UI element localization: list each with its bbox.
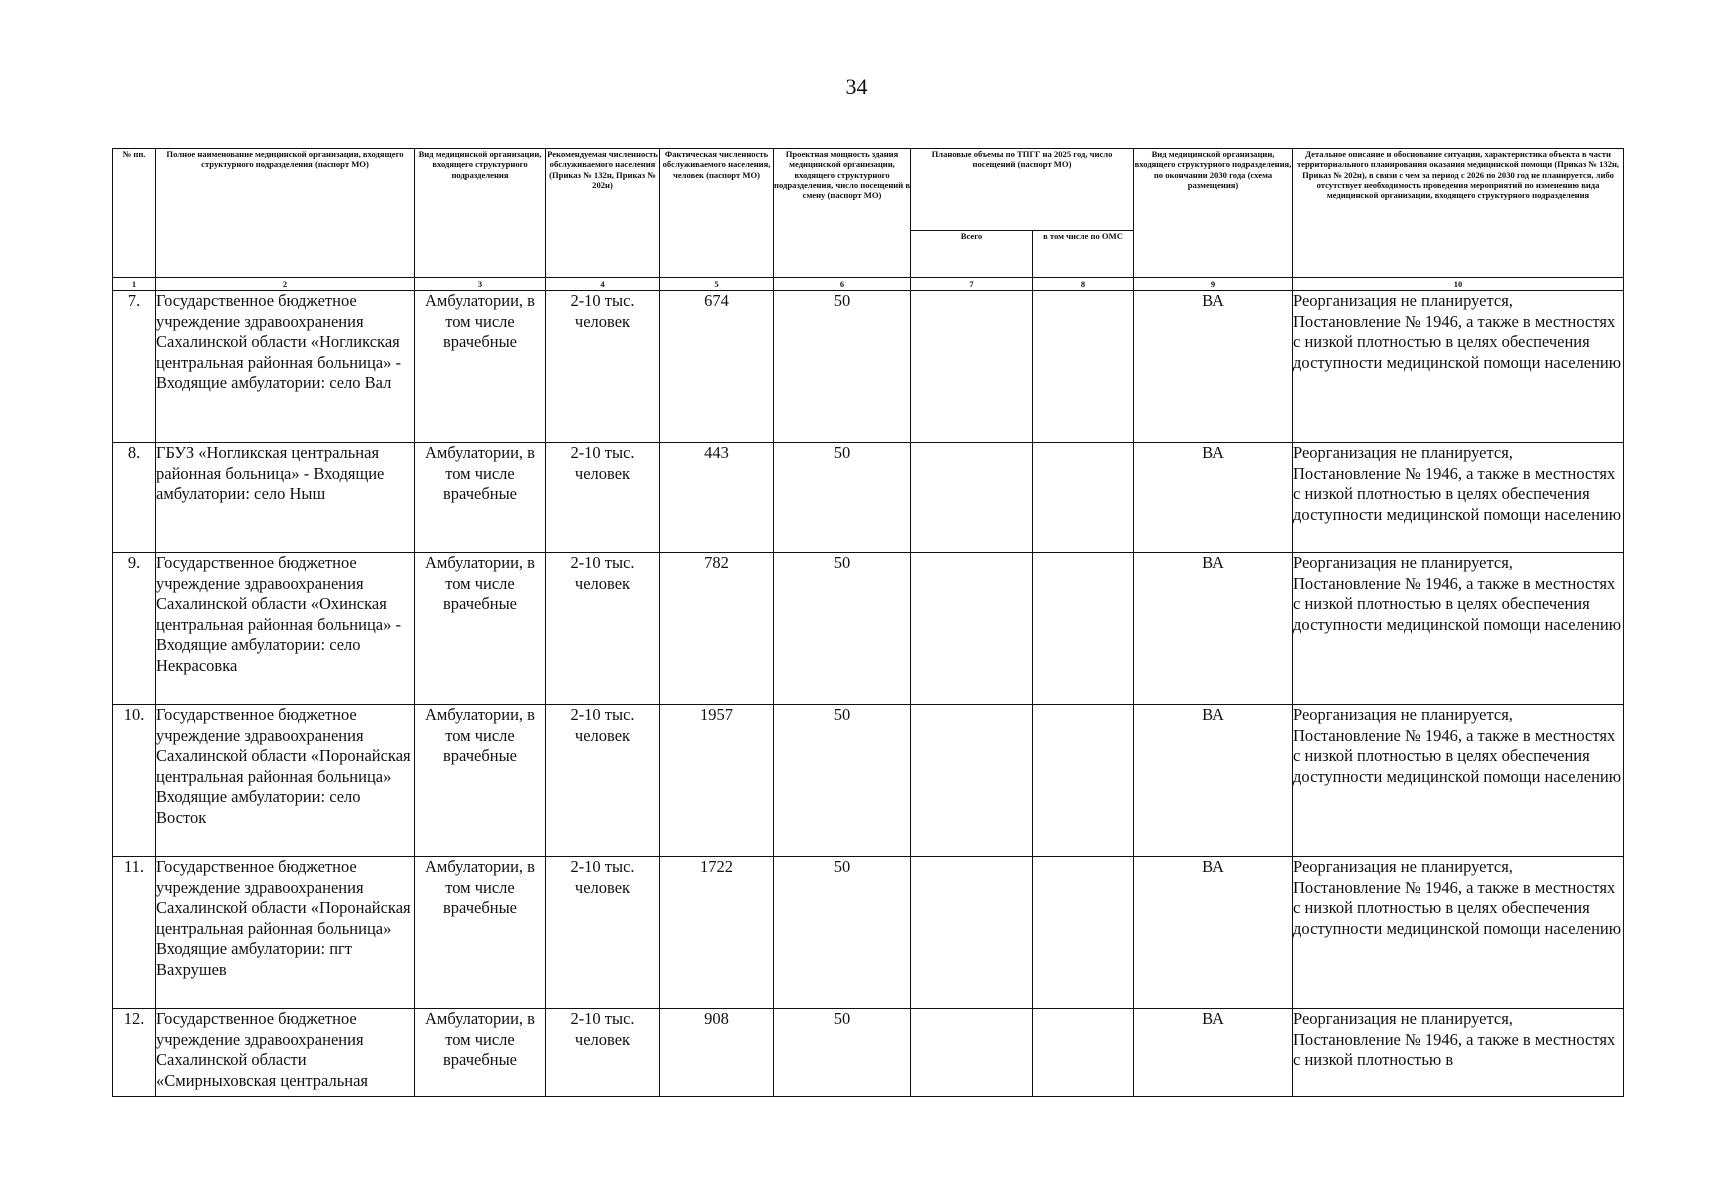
row-capacity: 50 xyxy=(774,705,911,857)
row-kind-2030: ВА xyxy=(1134,291,1293,443)
row-detail: Реорганизация не планируется, Постановление № 1946, а также в местностях с низкой плотностью в целях обеспечения доступности медицинской помощи населению xyxy=(1293,553,1624,705)
header-kind-2030: Вид медицинской организации, входящего структурного подразделения, по окончании 2030 года (схема размещения) xyxy=(1134,149,1293,278)
row-capacity: 50 xyxy=(774,1009,911,1097)
row-num: 9. xyxy=(113,553,156,705)
column-number: 6 xyxy=(774,278,911,291)
table-row xyxy=(113,705,1624,857)
row-org-type: Амбулатории, в том числе врачебные xyxy=(415,553,546,705)
row-oms xyxy=(1033,553,1134,705)
row-capacity: 50 xyxy=(774,443,911,553)
row-num: 12. xyxy=(113,1009,156,1097)
row-org-type: Амбулатории, в том числе врачебные xyxy=(415,1009,546,1097)
header-recommended-population: Рекомендуемая численность обслуживаемого населения (Приказ № 132н, Приказ № 202н) xyxy=(546,149,660,278)
row-total xyxy=(911,553,1033,705)
row-detail: Реорганизация не планируется, Постановление № 1946, а также в местностях с низкой плотностью в целях обеспечения доступности медицинской помощи населению xyxy=(1293,857,1624,1009)
table-row xyxy=(113,443,1624,553)
row-kind-2030: ВА xyxy=(1134,553,1293,705)
row-detail: Реорганизация не планируется, Постановление № 1946, а также в местностях с низкой плотностью в целях обеспечения доступности медицинской помощи населению xyxy=(1293,443,1624,553)
header-num: № пп. xyxy=(113,149,156,278)
row-org-type: Амбулатории, в том числе врачебные xyxy=(415,443,546,553)
row-oms xyxy=(1033,1009,1134,1097)
row-recommended: 2-10 тыс. человек xyxy=(546,857,660,1009)
row-kind-2030: ВА xyxy=(1134,443,1293,553)
header-org-type: Вид медицинской организации, входящего структурного подразделения xyxy=(415,149,546,278)
column-number: 5 xyxy=(660,278,774,291)
row-actual: 1957 xyxy=(660,705,774,857)
row-num: 10. xyxy=(113,705,156,857)
row-actual: 908 xyxy=(660,1009,774,1097)
header-actual-population: Фактическая численность обслуживаемого населения, человек (паспорт МО) xyxy=(660,149,774,278)
row-org-name: Государственное бюджетное учреждение здравоохранения Сахалинской области «Смирныховская центральная xyxy=(156,1009,415,1097)
row-num: 7. xyxy=(113,291,156,443)
row-org-name: Государственное бюджетное учреждение здравоохранения Сахалинской области «Охинская центральная районная больница» - Входящие амбулатории: село Некрасовка xyxy=(156,553,415,705)
column-number: 10 xyxy=(1293,278,1624,291)
row-num: 11. xyxy=(113,857,156,1009)
header-design-capacity: Проектная мощность здания медицинской организации, входящего структурного подразделения, число посещений в смену (паспорт МО) xyxy=(774,149,911,278)
column-number: 3 xyxy=(415,278,546,291)
row-num: 8. xyxy=(113,443,156,553)
row-capacity: 50 xyxy=(774,291,911,443)
header-detail: Детальное описание и обоснование ситуации, характеристика объекта в части территориального планирования оказания медицинской помощи (Приказ № 132н, Приказ № 202н), в связи с чем за период с 2026 по 2030 год не планируется, либо отсутствует необходимость проведения мероприятий по изменению вида медицинской организации, входящего структурного подразделения xyxy=(1293,149,1624,278)
row-kind-2030: ВА xyxy=(1134,857,1293,1009)
row-capacity: 50 xyxy=(774,553,911,705)
row-org-name: Государственное бюджетное учреждение здравоохранения Сахалинской области «Поронайская центральная районная больница» Входящие амбулатории: пгт Вахрушев xyxy=(156,857,415,1009)
row-capacity: 50 xyxy=(774,857,911,1009)
row-org-type: Амбулатории, в том числе врачебные xyxy=(415,291,546,443)
row-org-type: Амбулатории, в том числе врачебные xyxy=(415,705,546,857)
row-org-type: Амбулатории, в том числе врачебные xyxy=(415,857,546,1009)
row-recommended: 2-10 тыс. человек xyxy=(546,705,660,857)
table-row xyxy=(113,857,1624,1009)
row-recommended: 2-10 тыс. человек xyxy=(546,291,660,443)
row-org-name: ГБУЗ «Ногликская центральная районная больница» - Входящие амбулатории: село Ныш xyxy=(156,443,415,553)
column-number: 9 xyxy=(1134,278,1293,291)
row-recommended: 2-10 тыс. человек xyxy=(546,1009,660,1097)
row-total xyxy=(911,291,1033,443)
column-number: 2 xyxy=(156,278,415,291)
column-number: 4 xyxy=(546,278,660,291)
row-actual: 1722 xyxy=(660,857,774,1009)
row-kind-2030: ВА xyxy=(1134,1009,1293,1097)
column-number: 8 xyxy=(1033,278,1134,291)
row-oms xyxy=(1033,443,1134,553)
table-row xyxy=(113,553,1624,705)
row-total xyxy=(911,857,1033,1009)
header-org-name: Полное наименование медицинской организации, входящего структурного подразделения (паспорт МО) xyxy=(156,149,415,278)
row-detail: Реорганизация не планируется, Постановление № 1946, а также в местностях с низкой плотностью в xyxy=(1293,1009,1624,1097)
row-recommended: 2-10 тыс. человек xyxy=(546,443,660,553)
row-oms xyxy=(1033,857,1134,1009)
row-actual: 674 xyxy=(660,291,774,443)
row-total xyxy=(911,705,1033,857)
row-kind-2030: ВА xyxy=(1134,705,1293,857)
row-actual: 443 xyxy=(660,443,774,553)
row-org-name: Государственное бюджетное учреждение здравоохранения Сахалинской области «Поронайская центральная районная больница» Входящие амбулатории: село Восток xyxy=(156,705,415,857)
header-planned-volumes: Плановые объемы по ТПГГ на 2025 год, число посещений (паспорт МО) xyxy=(911,149,1134,231)
row-actual: 782 xyxy=(660,553,774,705)
facilities-table xyxy=(112,148,1624,1097)
row-detail: Реорганизация не планируется, Постановление № 1946, а также в местностях с низкой плотностью в целях обеспечения доступности медицинской помощи населению xyxy=(1293,291,1624,443)
page-number: 34 xyxy=(845,74,868,99)
row-detail: Реорганизация не планируется, Постановление № 1946, а также в местностях с низкой плотностью в целях обеспечения доступности медицинской помощи населению xyxy=(1293,705,1624,857)
row-total xyxy=(911,443,1033,553)
table-row xyxy=(113,1009,1624,1097)
table-header xyxy=(113,149,1624,291)
column-number: 1 xyxy=(113,278,156,291)
row-total xyxy=(911,1009,1033,1097)
header-total: Всего xyxy=(911,231,1033,278)
header-oms: в том числе по ОМС xyxy=(1033,231,1134,278)
row-org-name: Государственное бюджетное учреждение здравоохранения Сахалинской области «Ногликская центральная районная больница» - Входящие амбулатории: село Вал xyxy=(156,291,415,443)
row-oms xyxy=(1033,705,1134,857)
table-row xyxy=(113,291,1624,443)
row-oms xyxy=(1033,291,1134,443)
column-number: 7 xyxy=(911,278,1033,291)
row-recommended: 2-10 тыс. человек xyxy=(546,553,660,705)
column-number-row xyxy=(113,278,1624,291)
